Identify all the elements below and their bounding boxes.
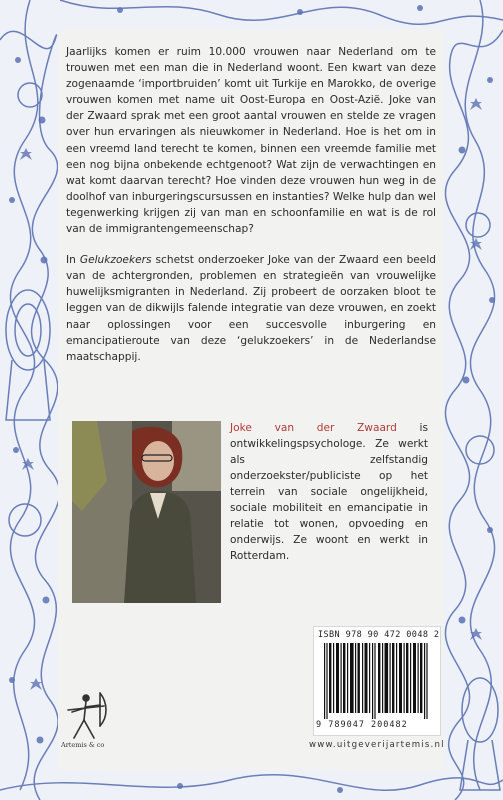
book-title: Gelukzoekers [79,254,152,267]
isbn-text: ISBN 978 90 472 0048 2 [318,630,440,640]
publisher-name: Artemis & co [61,741,105,749]
blurb-paragraph-2-intro: In [66,254,76,267]
author-photo [72,421,221,603]
blurb-paragraph-1: Jaarlijks komen er ruim 10.000 vrouwen naar Nederland om te trouwen met een man die in Nederland woont. Een kwart van deze zogenaamde ‘importbruiden’ komt uit Turkije en Marokko, de overige vrouwen komen met name uit Oost-Europa en Oost-Azië. Joke van der Zwaard sprak met een groot aantal vrouwen en stelde ze vragen over hun ervaringen als nieuwkomer in Nederland. Hoe is het om in een vreemd land terecht te komen, binnen een vreemde familie met een nog bijna onbekende echtgenoot? Wat zijn de verwachtingen en wat komt daarvan terecht? Hoe vinden deze vrouwen hun weg in de doolhof van inburgeringscursussen en instanties? Welke hulp dan wel tegenwerking krijgen zij van man en schoonfamilie en wat is de rol van de immigrantengemeenschap? [66,46,436,236]
barcode-bars [324,643,430,719]
blurb-paragraph-2 [66,252,436,365]
barcode-number: 9 789047 200482 [316,720,408,730]
back-cover-blurb [66,44,436,380]
archer-icon [60,688,110,748]
barcode [313,626,441,736]
author-bio [230,420,428,564]
author-name: Joke van der Zwaard [230,422,397,434]
publisher-website: www.uitgeverijartemis.nl [309,740,445,750]
author-bio-text: is ontwikkelingspsychologe. Ze werkt als zelfstandig onderzoekster/publiciste op het terrein van sociale ongelijkheid, sociale mobiliteit en emancipatie in relatie tot wonen, opvoeding en onderwijs. Ze woont en werkt in Rotterdam. [230,422,428,562]
blurb-paragraph-2-rest: schetst onderzoeker Joke van der Zwaard een beeld van de achtergronden, problemen en strategieën van vrouwelijke huwelijksmigranten in Nederland. Zij probeert de oorzaken bloot te leggen van de dikwijls falende integratie van deze vrouwen, en zoekt naar oplossingen voor een succesvolle inburgering en emancipatieroute van deze ‘gelukzoekers’ in de Nederlandse maatschappij. [66,254,436,363]
